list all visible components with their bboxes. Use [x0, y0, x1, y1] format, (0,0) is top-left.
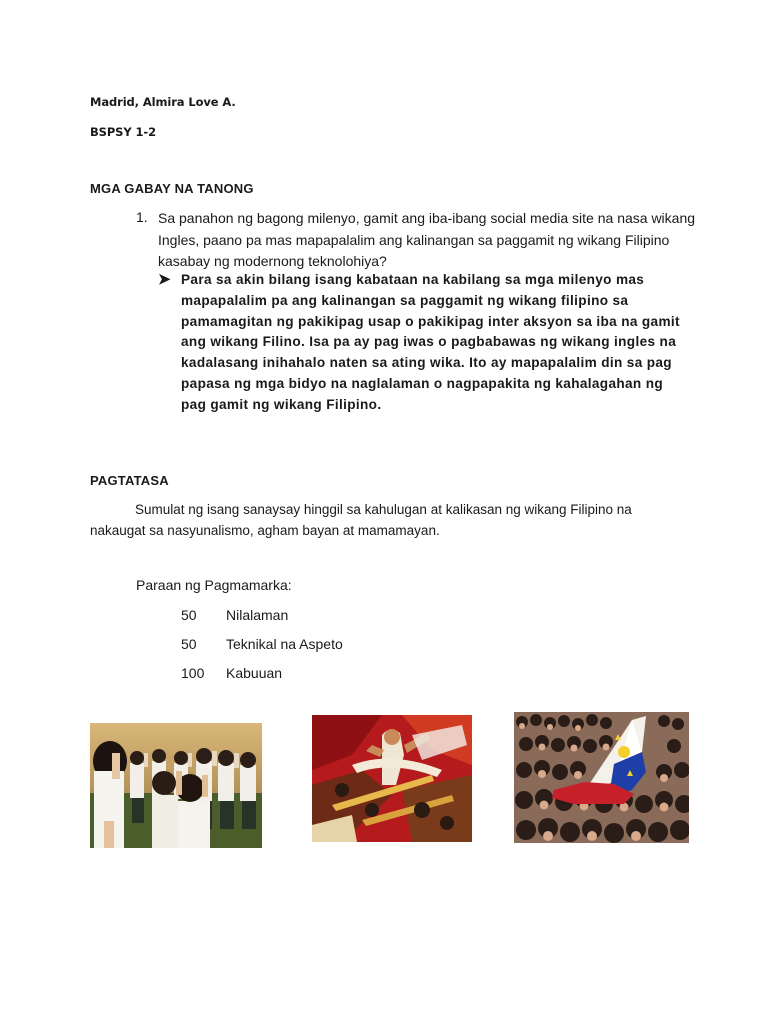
- grading-title: Paraan ng Pagmamarka:: [136, 577, 292, 593]
- course-section: BSPSY 1-2: [90, 125, 156, 139]
- criterion-points: 50: [181, 607, 197, 623]
- criterion-total-label: Kabuuan: [226, 665, 283, 681]
- author-name: Madrid, Almira Love A.: [90, 95, 236, 109]
- answer-text: Para sa akin bilang isang kabataan na kabilang sa mga milenyo mas mapapalalim pa ang kalinangan sa paggamit ng wikang filipino sa pamamagitan ng pakikipag usap o pakikipag inter aksyon sa iba na gamit ang wikang Filino. Isa pa ay pag iwas o pagbabawas ng wikang ingles na kadalasang inihahalo naten sa ating wika. Ito ay mapapalalim din sa pag papasa ng mga bidyo na naglalaman o nagpapakita ng kahalagahan ng pag gamit ng wikang Filipino.: [181, 272, 680, 412]
- criterion-total-points: 100: [181, 665, 205, 681]
- arrow-bullet-icon: ➤: [158, 271, 171, 288]
- guide-questions-heading: MGA GABAY NA TANONG: [90, 181, 254, 196]
- criterion-label: Nilalaman: [226, 607, 289, 623]
- question-text: Sa panahon ng bagong milenyo, gamit ang iba-ibang social media site na nasa wikang Ingles, paano pa mas mapapalalim ang kalinangan sa paggamit ng wikang Filipino kasabay ng modernong teknolohiya?: [158, 210, 696, 269]
- criterion-label: Teknikal na Aspeto: [226, 636, 343, 652]
- question-number: 1.: [136, 209, 148, 225]
- criterion-points: 50: [181, 636, 197, 652]
- assessment-instruction: Sumulat ng isang sanaysay hinggil sa kahulugan at kalikasan ng wikang Filipino na nakaugat sa nasyunalismo, agham bayan at mamamayan.: [90, 502, 632, 538]
- assessment-heading: PAGTATASA: [90, 473, 169, 488]
- revolution-painting-image: [312, 715, 472, 842]
- students-pledge-image: [90, 723, 262, 848]
- crowd-flag-image: [514, 712, 689, 843]
